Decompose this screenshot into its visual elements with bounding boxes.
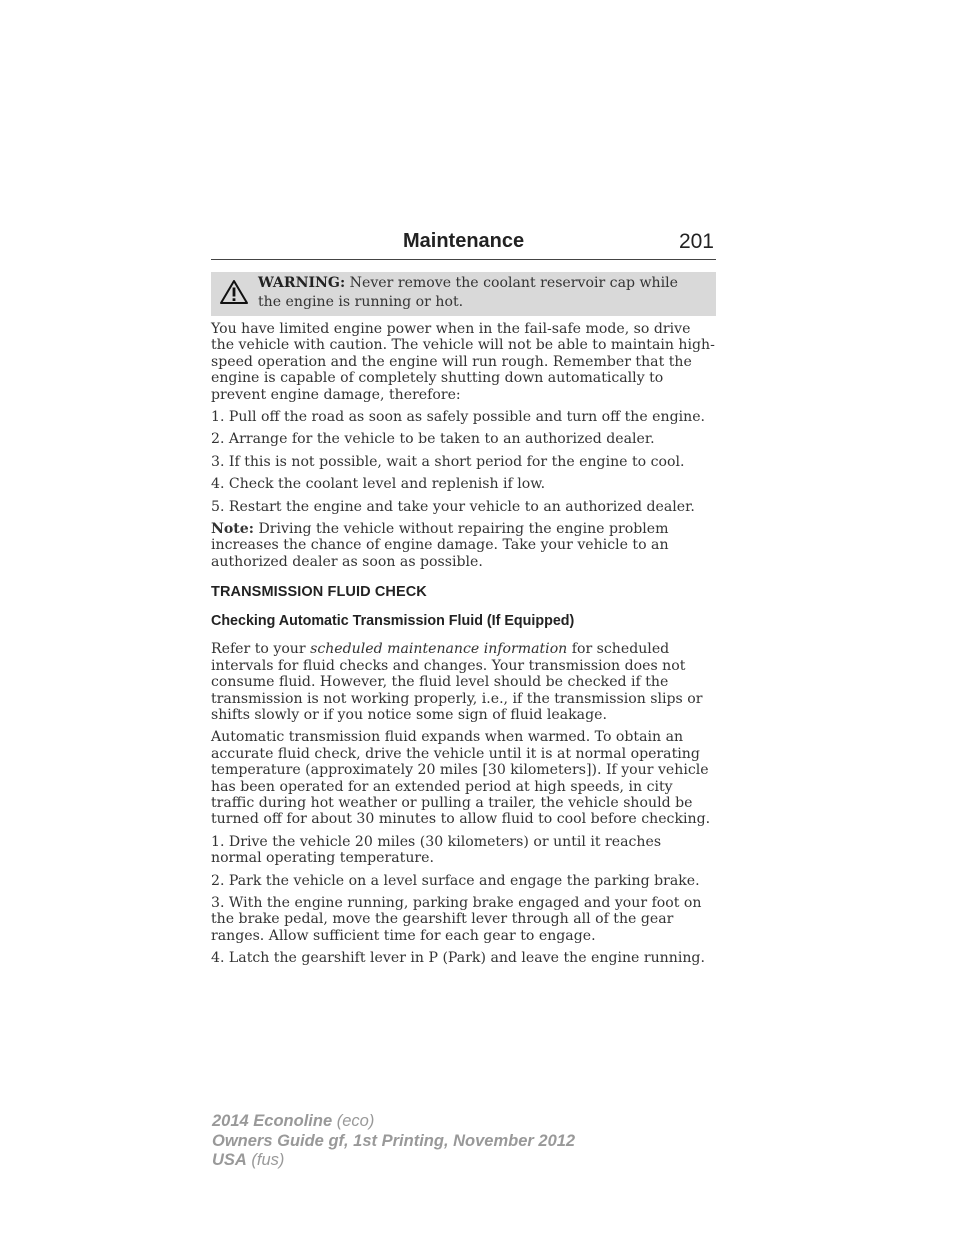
failsafe-step: 3. If this is not possible, wait a short period for the engine to cool.: [211, 453, 685, 470]
check-step: 4. Latch the gearshift lever in P (Park) and leave the engine running.: [211, 950, 705, 967]
warning-text: [258, 274, 700, 311]
failsafe-step: 2. Arrange for the vehicle to be taken to an authorized dealer.: [211, 431, 655, 448]
para1-post: for scheduled intervals for fluid checks and changes. Your transmission does not consume fluid. However, the fluid level should be checked if the transmission is not working properly, i.e., if the transmission slips or shifts slowly or if you notice some sign of fluid leakage.: [211, 641, 703, 723]
section-heading: TRANSMISSION FLUID CHECK: [211, 584, 427, 601]
para1-pre: Refer to your: [211, 641, 311, 658]
warning-box: [211, 272, 716, 316]
note-label: Note:: [211, 521, 254, 538]
failsafe-intro: You have limited engine power when in the fail-safe mode, so drive the vehicle with caution. The vehicle will not be able to maintain high-speed operation and the engine will run rough. Remember that the engine is capable of completely shutting down automatically to prevent engine damage, therefore:: [211, 321, 715, 403]
footer-model-code: (eco): [332, 1112, 375, 1130]
note-text: Driving the vehicle without repairing the engine problem increases the chance of engine damage. Take your vehicle to an authorized dealer as soon as possible.: [211, 521, 669, 570]
maintenance-info-reference: scheduled maintenance information: [310, 641, 568, 658]
page-content: [211, 226, 716, 967]
page-header: [211, 226, 716, 260]
check-step: 1. Drive the vehicle 20 miles (30 kilometers) or until it reaches normal operating temperature.: [211, 833, 662, 867]
failsafe-step: 4. Check the coolant level and replenish if low.: [211, 476, 546, 493]
failsafe-step: 5. Restart the engine and take your vehicle to an authorized dealer.: [211, 498, 695, 515]
warning-label: WARNING:: [258, 275, 346, 291]
footer-market: USA: [212, 1151, 247, 1169]
page-footer: [212, 1112, 575, 1171]
footer-line-1: [212, 1112, 575, 1132]
check-step: 2. Park the vehicle on a level surface and engage the parking brake.: [211, 872, 700, 889]
footer-line-3: [212, 1151, 575, 1171]
note-paragraph: [211, 521, 716, 570]
footer-printing: Owners Guide gf, 1st Printing, November 2012: [212, 1131, 576, 1150]
warning-triangle-icon: [219, 279, 249, 305]
fluid-expansion-paragraph: Automatic transmission fluid expands when warmed. To obtain an accurate fluid check, drive the vehicle until it is at normal operating temperature (approximately 20 miles [30 kilometers]). If your vehicle has been operated for an extended period at high speeds, in city traffic during hot weather or pulling a trailer, the vehicle should be turned off for about 30 minutes to allow fluid to cool before checking.: [211, 729, 711, 828]
check-step: 3. With the engine running, parking brake engaged and your foot on the brake pedal, move the gearshift lever through all of the gear ranges. Allow sufficient time for each gear to engage.: [211, 894, 702, 944]
footer-market-code: (fus): [246, 1151, 285, 1169]
maintenance-paragraph: [211, 641, 716, 723]
footer-model: 2014 Econoline: [212, 1112, 333, 1130]
subsection-heading: Checking Automatic Transmission Fluid (If Equipped): [211, 613, 575, 630]
section-title: Maintenance: [403, 230, 525, 252]
warning-message: Never remove the coolant reservoir cap while the engine is running or hot.: [258, 275, 678, 310]
page-number: 201: [678, 230, 714, 253]
failsafe-step: 1. Pull off the road as soon as safely possible and turn off the engine.: [211, 409, 706, 426]
footer-line-2: [212, 1132, 575, 1152]
